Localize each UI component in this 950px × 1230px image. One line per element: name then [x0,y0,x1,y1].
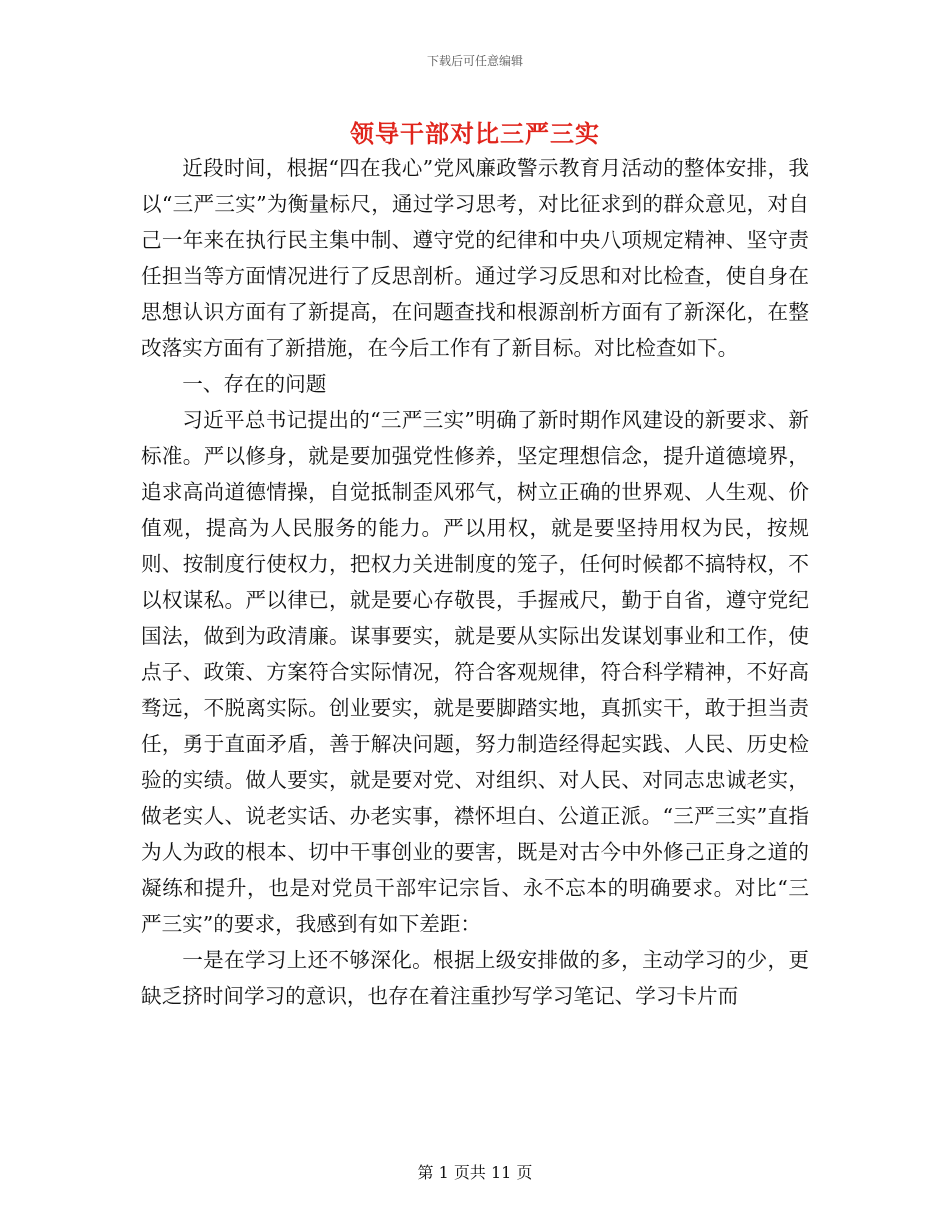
paragraph-three-stricts: 习近平总书记提出的“三严三实”明确了新时期作风建设的新要求、新标准。严以修身，就是要加强党性修养，坚定理想信念，提升道德境界，追求高尚道德情操，自觉抵制歪风邪气，树立正确的世界观、人生观、价值观，提高为人民服务的能力。严以用权，就是要坚持用权为民，按规则、按制度行使权力，把权力关进制度的笼子，任何时候都不搞特权，不以权谋私。严以律已，就是要心存敬畏，手握戒尺，勤于自省，遵守党纪国法，做到为政清廉。谋事要实，就是要从实际出发谋划事业和工作，使点子、政策、方案符合实际情况，符合客观规律，符合科学精神，不好高骛远，不脱离实际。创业要实，就是要脚踏实地，真抓实干，敢于担当责任，勇于直面矛盾，善于解决问题，努力制造经得起实践、人民、历史检验的实绩。做人要实，就是要对党、对组织、对人民、对同志忠诚老实，做老实人、说老实话、办老实事，襟怀坦白、公道正派。“三严三实”直指为人为政的根本、切中干事创业的要害，既是对古今中外修己正身之道的凝练和提升，也是对党员干部牢记宗旨、永不忘本的明确要求。对比“三严三实”的要求，我感到有如下差距： [141,408,809,936]
paragraph-point-one: 一是在学习上还不够深化。根据上级安排做的多，主动学习的少，更缺乏挤时间学习的意识，也存在着注重抄写学习笔记、学习卡片而 [141,948,809,1008]
page-number: 第 1 页共 11 页 [417,1163,533,1182]
section-heading-problems: 一、存在的问题 [182,372,327,396]
document-body [141,150,809,1014]
document-title: 领导干部对比三严三实 [350,120,600,148]
header-note: 下载后可任意编辑 [426,54,523,68]
paragraph-intro: 近段时间，根据“四在我心”党风廉政警示教育月活动的整体安排，我以“三严三实”为衡量标尺，通过学习思考，对比征求到的群众意见，对自己一年来在执行民主集中制、遵守党的纪律和中央八项规定精神、坚守责任担当等方面情况进行了反思剖析。通过学习反思和对比检查，使自身在思想认识方面有了新提高，在问题查找和根源剖析方面有了新深化，在整改落实方面有了新措施，在今后工作有了新目标。对比检查如下。 [141,156,809,360]
